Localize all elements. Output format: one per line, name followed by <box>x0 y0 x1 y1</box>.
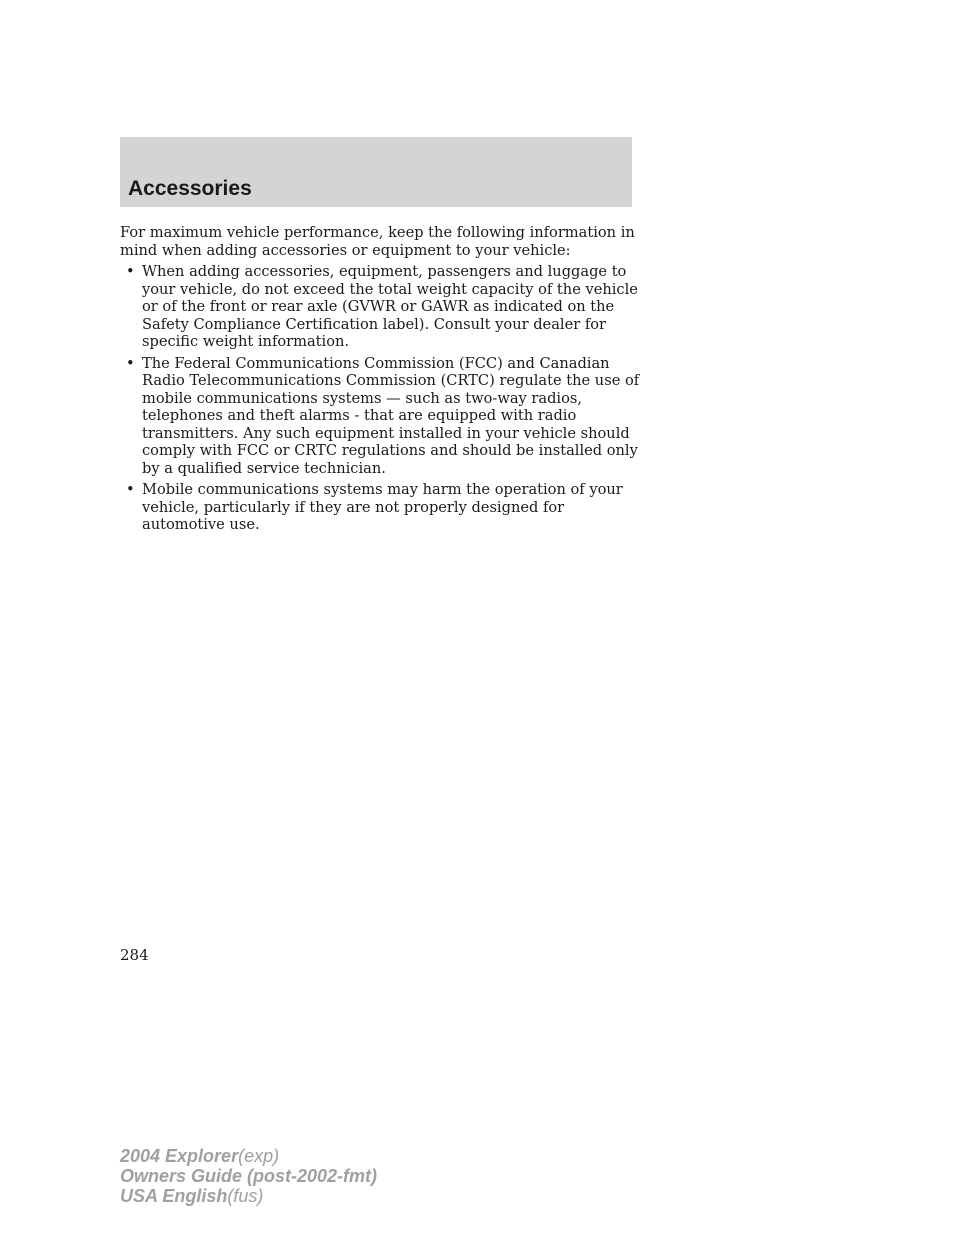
page-content <box>120 224 640 538</box>
footer-guide: Owners Guide (post-2002-fmt) <box>120 1166 378 1186</box>
footer-language-code: (fus) <box>227 1186 264 1206</box>
footer-line-language <box>120 1186 377 1206</box>
footer-model-code: (exp) <box>238 1146 280 1166</box>
bullet-list <box>120 263 640 534</box>
section-title: Accessories <box>128 177 252 200</box>
list-item-text: When adding accessories, equipment, passengers and luggage to your vehicle, do not exceed the total weight capacity of the vehicle or of the front or rear axle (GVWR or GAWR as indicated on the Safety Compliance Certification label). Consult your dealer for specific weight information. <box>142 263 638 350</box>
bullet-icon: • <box>126 481 135 498</box>
footer-model: 2004 Explorer <box>120 1146 239 1166</box>
list-item-text: Mobile communications systems may harm the operation of your vehicle, particularly if they are not properly designed for automotive use. <box>142 481 623 533</box>
document-footer <box>120 1146 377 1206</box>
bullet-icon: • <box>126 354 135 372</box>
list-item-text: The Federal Communications Commission (FCC) and Canadian Radio Telecommunications Commission (CRTC) regulate the use of mobile communications systems — such as two-way radios, telephones and theft alarms - that are equipped with radio transmitters. Any such equipment installed in your vehicle should comply with FCC or CRTC regulations and should be installed only by a qualified service technician. <box>142 354 640 477</box>
list-item <box>120 355 640 478</box>
footer-language: USA English <box>120 1186 228 1206</box>
footer-line-model <box>120 1146 377 1166</box>
section-header <box>120 137 632 207</box>
bullet-icon: • <box>126 263 135 280</box>
page-number: 284 <box>120 946 149 964</box>
list-item <box>120 263 640 351</box>
intro-paragraph: For maximum vehicle performance, keep the following information in mind when adding accessories or equipment to your vehicle: <box>120 224 635 259</box>
list-item <box>120 481 640 534</box>
